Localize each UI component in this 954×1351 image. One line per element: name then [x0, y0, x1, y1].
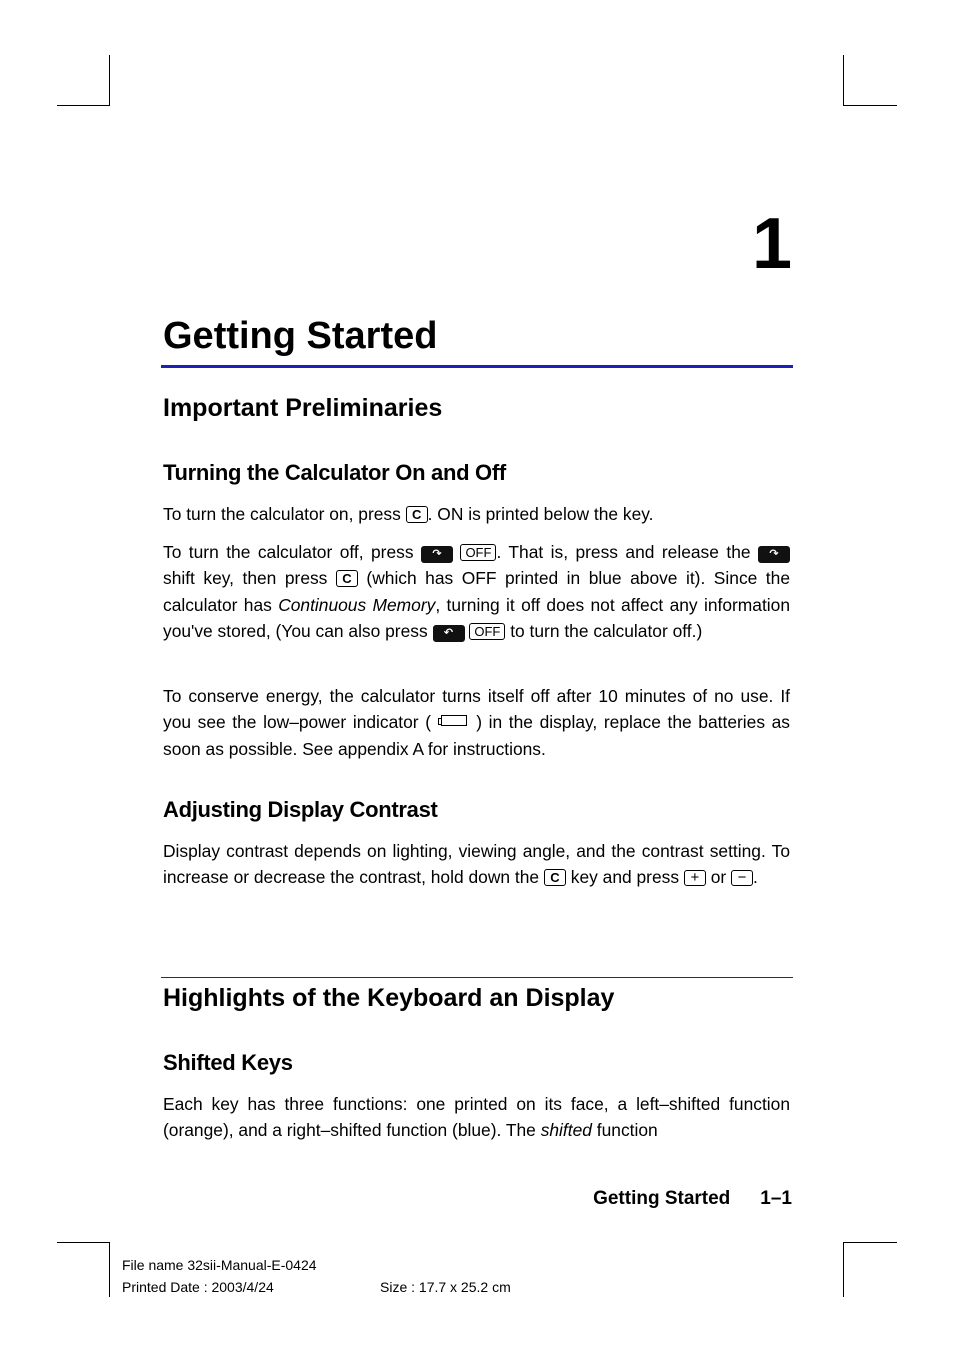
- crop-mark: [109, 1242, 110, 1297]
- crop-mark: [843, 1242, 844, 1297]
- text: , turning it off does not affect any information you've stored, (You can also press: [163, 594, 790, 642]
- off-key-icon: OFF: [460, 544, 496, 561]
- text: key and press: [570, 867, 680, 888]
- text: Each key has three functions: one printed on its face, a left–shifted function (orange), and a right–shifted function (blue). The: [163, 1094, 790, 1141]
- paragraph-turn-off: [163, 539, 790, 645]
- paragraph-contrast: [163, 838, 790, 891]
- text: function: [596, 1120, 658, 1141]
- plus-key-icon: +: [684, 870, 706, 886]
- subsection-heading-contrast: Adjusting Display Contrast: [163, 797, 438, 822]
- off-key-icon: OFF: [469, 623, 505, 640]
- chapter-title: Getting Started: [163, 315, 438, 357]
- text: .: [753, 867, 758, 888]
- low-power-indicator-icon: [441, 715, 467, 726]
- text: ) in the display, replace the batteries as soon as possible. See appendix A for instructions.: [163, 712, 790, 759]
- chapter-rule: [161, 365, 793, 368]
- text: To conserve energy, the calculator turns itself off after 10 minutes of no use. If you see the low–power indicator (: [163, 686, 790, 733]
- minus-key-icon: −: [731, 870, 753, 886]
- paragraph-conserve-energy: [163, 683, 790, 762]
- text: To turn the calculator off, press: [163, 542, 414, 562]
- crop-mark: [843, 55, 844, 106]
- emphasis: Continuous Memory: [278, 594, 436, 615]
- right-shift-key-icon: ↷: [758, 546, 790, 563]
- section-heading-keyboard: Highlights of the Keyboard an Display: [163, 984, 615, 1012]
- text: . That is, press and release the: [496, 542, 751, 562]
- c-key-icon: C: [336, 570, 358, 587]
- chapter-number: 1: [751, 204, 792, 284]
- text: or: [710, 867, 727, 888]
- text: (which has OFF printed in blue above it). Since the calculator has: [163, 568, 790, 615]
- subsection-heading-on-off: Turning the Calculator On and Off: [163, 460, 506, 485]
- left-shift-key-icon: ↶: [433, 625, 465, 642]
- crop-mark: [57, 1242, 110, 1243]
- crop-mark: [109, 55, 110, 106]
- page-size: Size : 17.7 x 25.2 cm: [380, 1279, 511, 1295]
- text: Display contrast depends on lighting, viewing angle, and the contrast setting. To increase or decrease the contrast, hold down the: [163, 841, 790, 888]
- section-rule: [161, 977, 793, 978]
- section-heading-preliminaries: Important Preliminaries: [163, 394, 443, 422]
- c-key-icon: C: [544, 869, 566, 886]
- page-number: 1–1: [760, 1188, 792, 1209]
- text: To turn the calculator on, press: [163, 504, 401, 524]
- c-key-icon: C: [406, 506, 428, 523]
- crop-mark: [843, 1242, 897, 1243]
- text: shift key, then press: [163, 568, 328, 589]
- crop-mark: [57, 105, 110, 106]
- printed-date: Printed Date : 2003/4/24: [122, 1279, 274, 1295]
- footer-title: Getting Started: [593, 1188, 731, 1209]
- text: . ON is printed below the key.: [427, 504, 654, 524]
- page-footer: [593, 1188, 792, 1210]
- subsection-heading-shifted-keys: Shifted Keys: [163, 1050, 293, 1075]
- paragraph-shifted-keys: [163, 1091, 790, 1144]
- right-shift-key-icon: ↷: [421, 546, 453, 563]
- file-name: File name 32sii-Manual-E-0424: [122, 1257, 317, 1273]
- crop-mark: [843, 105, 897, 106]
- text: to turn the calculator off.): [510, 621, 703, 642]
- paragraph-turn-on: [163, 501, 790, 527]
- emphasis: shifted: [540, 1120, 592, 1141]
